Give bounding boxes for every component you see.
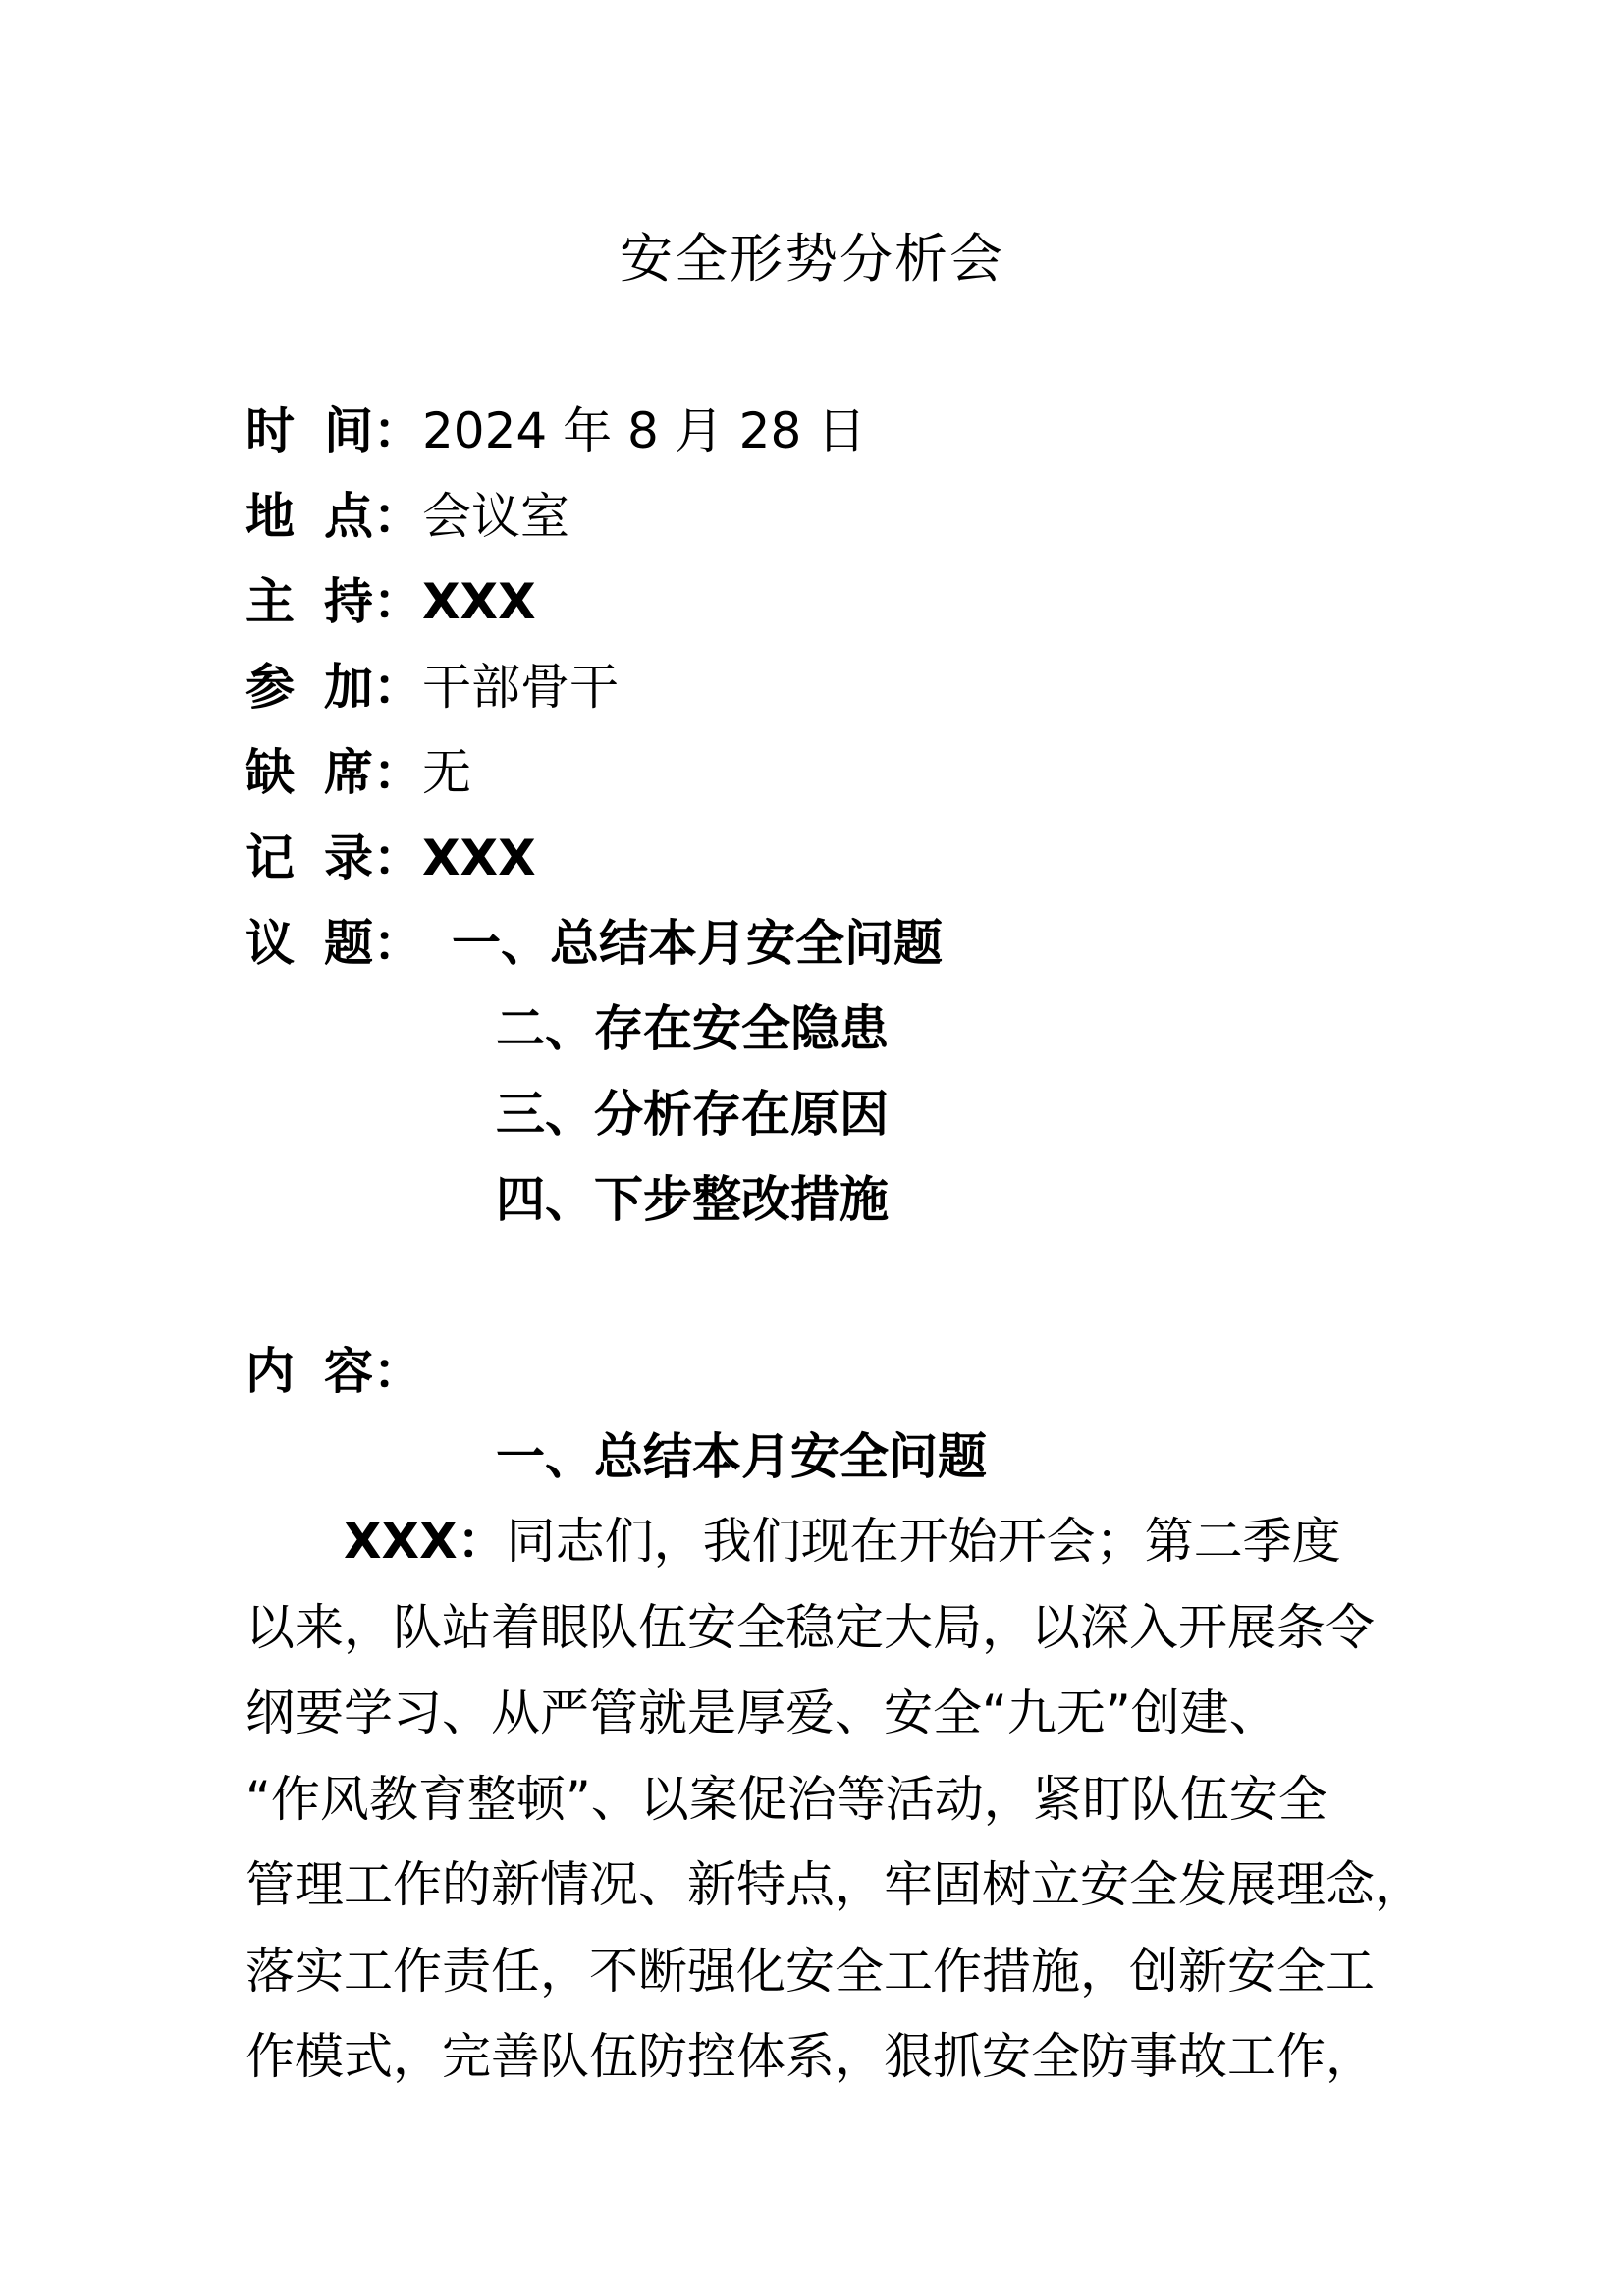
meta-row-attendees [245, 644, 619, 730]
meta-label-absent: 缺 席： [245, 744, 422, 801]
meta-label-recorder: 记 录： [245, 829, 422, 886]
content-paragraph [245, 1499, 1424, 2101]
paragraph-line: 作模式，完善队伍防控体系，狠抓安全防事故工作， [245, 2028, 1375, 2085]
paragraph-line: “作风教育整顿”、以案促治等活动，紧盯队伍安全 [245, 1770, 1327, 1828]
meta-row-location [245, 473, 569, 560]
section-heading: 一、总结本月安全问题 [496, 1428, 987, 1485]
paragraph-line: XXX：同志们，我们现在开始开会；第二季度 [344, 1513, 1341, 1570]
agenda-item: 三、分析存在原因 [496, 1086, 889, 1143]
meta-value-recorder: XXX [422, 829, 536, 886]
agenda-item: 四、下步整改措施 [496, 1171, 889, 1228]
meta-row-recorder [245, 815, 536, 901]
meta-row-absent [245, 729, 471, 816]
document-title: 安全形势分析会 [620, 228, 1004, 290]
paragraph-line: 管理工作的新情况、新特点，牢固树立安全发展理念， [245, 1856, 1424, 1913]
agenda-item: 一、总结本月安全问题 [452, 915, 943, 972]
meta-value-host: XXX [422, 573, 536, 630]
meta-value-attendees: 干部骨干 [422, 659, 619, 716]
meta-value-location: 会议室 [422, 488, 569, 545]
meta-row-time [245, 388, 866, 474]
paragraph-line: 纲要学习、从严管就是厚爱、安全“九无”创建、 [245, 1684, 1278, 1741]
agenda-item: 二、存在安全隐患 [496, 1000, 889, 1057]
meta-label-location: 地 点： [245, 488, 422, 545]
speaker-name: XXX： [344, 1513, 507, 1570]
meta-value-absent: 无 [422, 744, 471, 801]
meta-label-attendees: 参 加： [245, 659, 422, 716]
paragraph-line: 以来，队站着眼队伍安全稳定大局，以深入开展条令 [245, 1598, 1375, 1656]
content-label: 内 容： [245, 1343, 422, 1400]
meta-label-host: 主 持： [245, 573, 422, 630]
agenda-label: 议 题： [245, 915, 422, 972]
meta-row-host [245, 559, 536, 645]
meta-value-time: 2024 年 8 月 28 日 [422, 402, 867, 459]
paragraph-line: 落实工作责任，不断强化安全工作措施，创新安全工 [245, 1942, 1375, 2000]
meta-label-time: 时 间： [245, 402, 422, 459]
